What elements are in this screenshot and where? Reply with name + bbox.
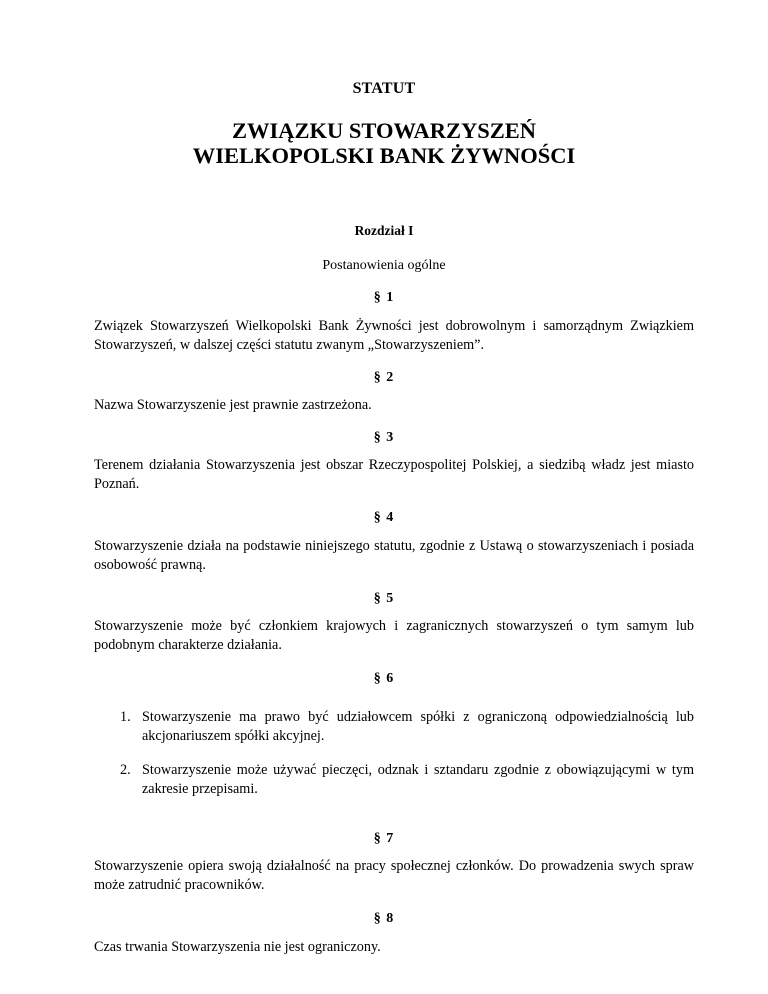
section-text-7: Stowarzyszenie opiera swoją działalność na pracy społecznej członków. Do prowadzenia swych spraw może zatrudnić pracowników. [94, 858, 694, 893]
section-text-1: Związek Stowarzyszeń Wielkopolski Bank Żywności jest dobrowolnym i samorządnym Związkiem Stowarzyszeń, w dalszej części statutu zwanym „Stowarzyszeniem”. [94, 318, 694, 353]
list-item-number: 1. [120, 709, 131, 725]
section-text-5: Stowarzyszenie może być członkiem krajowych i zagranicznych stowarzyszeń o tym samym lub podobnym charakterze działania. [94, 618, 694, 653]
list-item-text: Stowarzyszenie może używać pieczęci, odznak i sztandaru zgodnie z obowiązującymi w tym zakresie przepisami. [142, 762, 694, 797]
section-mark-2: § 2 [373, 370, 395, 385]
section-mark-3: § 3 [373, 430, 395, 445]
title-line-2: WIELKOPOLSKI BANK ŻYWNOŚCI [192, 143, 576, 168]
section-mark-8: § 8 [373, 911, 395, 926]
list-item-text: Stowarzyszenie ma prawo być udziałowcem spółki z ograniczoną odpowiedzialnością lub akcjonariuszem spółki akcyjnej. [142, 709, 694, 744]
section-text-4: Stowarzyszenie działa na podstawie niniejszego statutu, zgodnie z Ustawą o stowarzyszeniach i posiada osobowość prawną. [94, 538, 694, 573]
section-mark-5: § 5 [373, 591, 395, 606]
chapter-subtitle: Postanowienia ogólne [322, 258, 446, 273]
section-mark-7: § 7 [373, 831, 395, 846]
section-text-2: Nazwa Stowarzyszenie jest prawnie zastrzeżona. [94, 397, 372, 413]
title-line-1: ZWIĄZKU STOWARZYSZEŃ [231, 118, 537, 143]
list-item-number: 2. [120, 762, 131, 778]
document-title [0, 118, 768, 168]
chapter-heading: Rozdział I [354, 223, 414, 238]
document-header: STATUT [352, 80, 416, 97]
section-mark-6: § 6 [373, 671, 395, 686]
section-mark-4: § 4 [373, 510, 395, 525]
section-mark-1: § 1 [373, 290, 395, 305]
section-text-3: Terenem działania Stowarzyszenia jest obszar Rzeczypospolitej Polskiej, a siedzibą władz jest miasto Poznań. [94, 457, 694, 492]
section-text-8: Czas trwania Stowarzyszenia nie jest ograniczony. [94, 939, 381, 955]
